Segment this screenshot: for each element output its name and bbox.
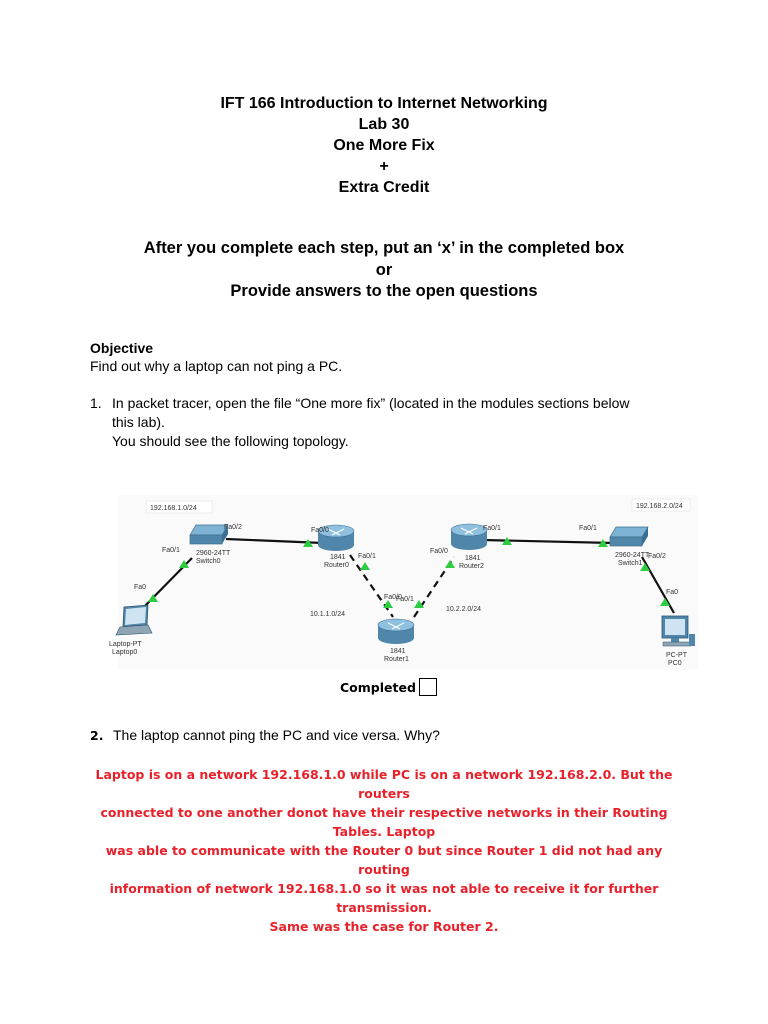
network-label-mid-right: 10.2.2.0/24: [446, 606, 482, 613]
router2-model: 1841: [465, 555, 481, 562]
router1-name: Router1: [384, 656, 409, 663]
router1-icon[interactable]: [378, 619, 414, 644]
instruction-line-3: Provide answers to the open questions: [230, 282, 538, 300]
switch0-port-down: Fa0/1: [162, 547, 180, 554]
switch1-name: Switch1: [618, 560, 643, 567]
step-1-line-3: You should see the following topology.: [112, 433, 349, 449]
document-title: [0, 93, 768, 198]
router2-name: Router2: [459, 563, 484, 570]
network-label-mid-left: 10.1.1.0/24: [310, 611, 346, 618]
step-1-number: 1.: [90, 395, 102, 411]
laptop-model: Laptop-PT: [109, 641, 142, 648]
instruction-line-1: After you complete each step, put an ‘x’ in the completed box: [143, 239, 625, 257]
completed-label: Completed: [340, 679, 416, 695]
router1-model: 1841: [390, 648, 406, 655]
step-1: [90, 394, 690, 451]
instructions: [0, 238, 768, 303]
router2-port-right: Fa0/1: [483, 525, 501, 532]
switch0-port-up: Fa0/2: [224, 524, 242, 531]
instruction-line-2: or: [375, 260, 393, 279]
router0-port-left: Fa0/0: [311, 527, 329, 534]
pc-name: PC0: [668, 660, 682, 667]
switch-right-port: Fa0/1: [579, 525, 597, 532]
router2-icon[interactable]: [451, 524, 487, 550]
step-1-line-2: this lab).: [112, 414, 165, 430]
completed-checkbox-row: [340, 678, 437, 696]
switch0-icon[interactable]: [190, 525, 228, 544]
pc-port: Fa0: [666, 589, 679, 596]
laptop-port: Fa0: [134, 584, 147, 591]
step-2: [90, 727, 440, 743]
laptop-name: Laptop0: [112, 649, 138, 656]
network-label-right: 192.168.2.0/24: [636, 503, 683, 510]
course-title: IFT 166 Introduction to Internet Networking: [220, 95, 548, 112]
switch1-port-down: Fa0/2: [648, 553, 666, 560]
answer-line-5: Same was the case for Router 2.: [269, 919, 499, 934]
extra-credit: Extra Credit: [338, 179, 430, 196]
router0-model: 1841: [330, 554, 346, 561]
answer-block: [80, 765, 688, 936]
switch0-model: 2960-24TT: [196, 550, 231, 557]
switch0-name: Switch0: [196, 558, 221, 565]
step-2-question: The laptop cannot ping the PC and vice versa. Why?: [113, 727, 440, 743]
switch1-model: 2960-24TT: [615, 552, 650, 559]
router1-port-left: Fa0/0: [384, 594, 402, 601]
step-2-number: 2.: [90, 728, 104, 743]
answer-line-2: connected to one another donot have their respective networks in their Routing Tables. Laptop: [100, 805, 668, 839]
answer-line-4: information of network 192.168.1.0 so it was not able to receive it for further transmission.: [109, 881, 659, 915]
answer-line-1: Laptop is on a network 192.168.1.0 while PC is on a network 192.168.2.0. But the routers: [95, 767, 673, 801]
lab-number: Lab 30: [358, 116, 410, 133]
step-1-line-1: In packet tracer, open the file “One more fix” (located in the modules sections below: [112, 395, 630, 411]
router1-port-right: Fa0/1: [396, 596, 414, 603]
network-topology-diagram: [109, 495, 698, 670]
pc-model: PC-PT: [666, 652, 687, 659]
router0-name: Router0: [324, 562, 349, 569]
answer-line-3: was able to communicate with the Router 0 but since Router 1 did not had any routing: [105, 843, 663, 877]
lab-name: One More Fix: [333, 137, 435, 154]
objective-text: Find out why a laptop can not ping a PC.: [90, 358, 343, 374]
switch1-icon[interactable]: [610, 527, 648, 546]
router0-port-right: Fa0/1: [358, 553, 376, 560]
objective-heading: Objective: [90, 340, 154, 356]
router2-port-left: Fa0/0: [430, 548, 448, 555]
completed-checkbox[interactable]: [419, 678, 437, 696]
plus-sign: +: [379, 158, 389, 175]
network-label-left: 192.168.1.0/24: [150, 505, 197, 512]
